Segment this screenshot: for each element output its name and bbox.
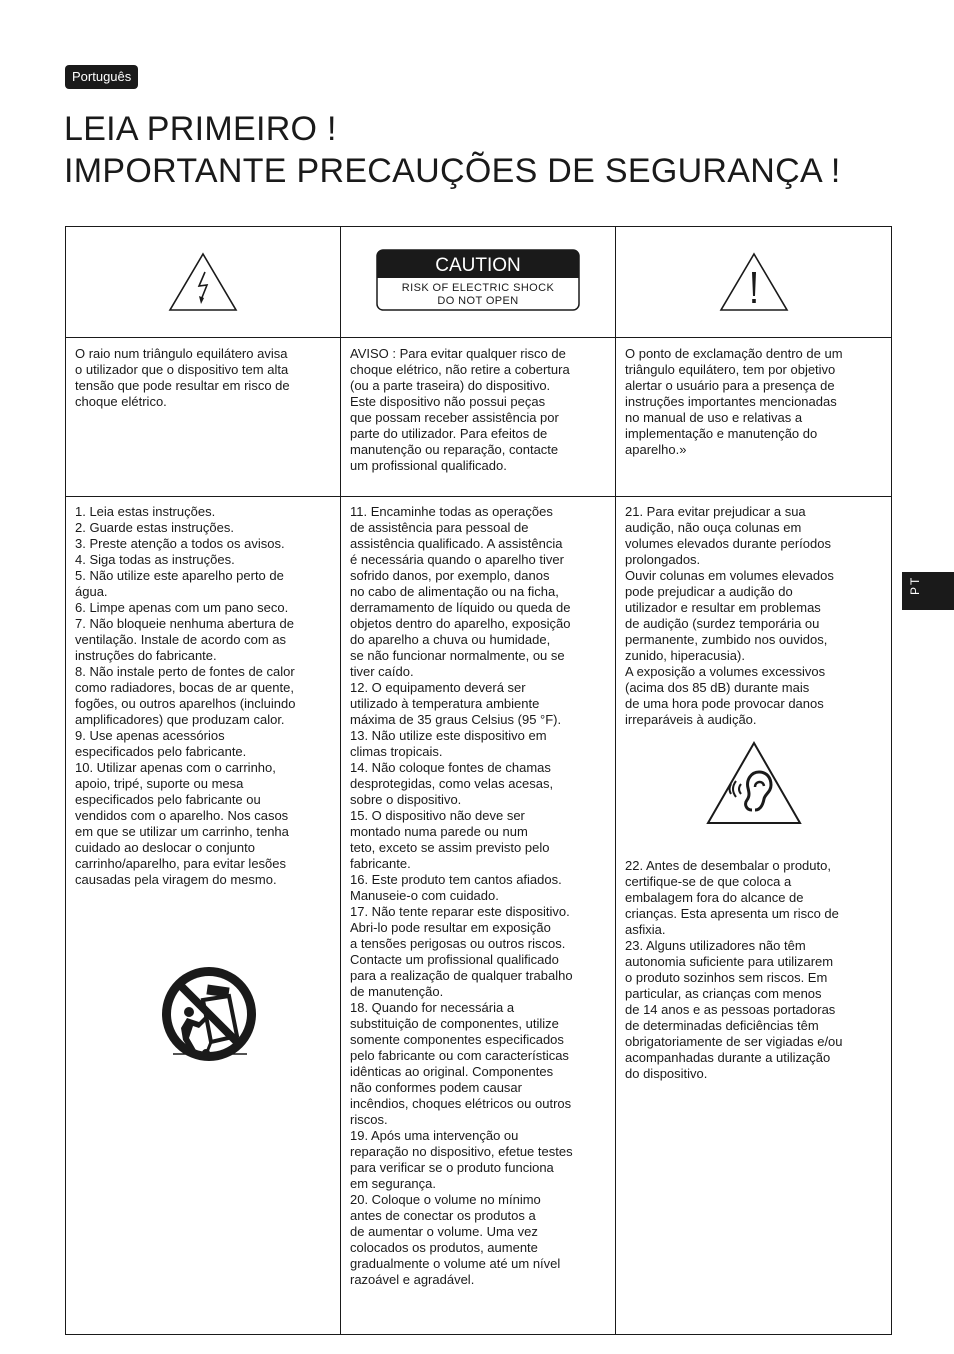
text-line: manutenção ou reparação, contacte	[350, 442, 559, 457]
text-line: especificados pelo fabricante.	[75, 744, 247, 759]
text-line: de uma hora pode provocar danos	[625, 696, 824, 711]
text-line: cuidado ao deslocar o conjunto	[75, 840, 255, 855]
exclamation-triangle-icon	[719, 252, 789, 312]
instructions-col3-part1	[625, 504, 883, 728]
text-line: amplificadores) que produzam calor.	[75, 712, 285, 727]
text-line: (ou a parte traseira) do dispositivo.	[350, 378, 551, 393]
text-line: 17. Não tente reparar este dispositivo.	[350, 904, 570, 919]
text-line: particular, as crianças com menos	[625, 986, 822, 1001]
text-line: se não funcionar normalmente, ou se	[350, 648, 565, 663]
text-line: 19. Após uma intervenção ou	[350, 1128, 519, 1143]
text-line: assistência qualificado. A assistência	[350, 536, 563, 551]
text-line: 6. Limpe apenas com um pano seco.	[75, 600, 289, 615]
instructions-col1	[66, 497, 341, 1335]
text-line: alertar o usuário para a presença de	[625, 378, 835, 393]
text-line: 11. Encaminhe todas as operações	[350, 504, 553, 519]
text-line: em segurança.	[350, 1176, 436, 1191]
text-line: especificados pelo fabricante ou	[75, 792, 261, 807]
text-line: razoável e agradável.	[350, 1272, 475, 1287]
text-line: AVISO : Para evitar qualquer risco de	[350, 346, 566, 361]
text-line: 2. Guarde estas instruções.	[75, 520, 234, 535]
text-line: utilizado à temperatura ambiente	[350, 696, 540, 711]
text-line: de assistência para pessoal de	[350, 520, 529, 535]
text-line: o utilizador que o dispositivo tem alta	[75, 362, 289, 377]
caution-heading: CAUTION	[435, 255, 521, 276]
text-line: 9. Use apenas acessórios	[75, 728, 225, 743]
text-line: sobre o dispositivo.	[350, 792, 462, 807]
text-line: derramamento de líquido ou queda de	[350, 600, 571, 615]
text-line: reparação no dispositivo, efetue testes	[350, 1144, 573, 1159]
text-line: pelo fabricante ou com características	[350, 1048, 569, 1063]
text-line: audição, não ouça colunas em	[625, 520, 802, 535]
text-line: crianças. Esta apresenta um risco de	[625, 906, 839, 921]
caution-line-1: RISK OF ELECTRIC SHOCK	[401, 282, 555, 294]
text-line: em que se utilizar um carrinho, tenha	[75, 824, 289, 839]
text-line: Ouvir colunas em volumes elevados	[625, 568, 834, 583]
language-badge: Português	[65, 65, 138, 89]
text-line: como radiadores, bocas de ar quente,	[75, 680, 294, 695]
text-line: a tensões perigosas ou outros riscos.	[350, 936, 566, 951]
text-line: obrigatoriamente de ser vigiadas e/ou	[625, 1034, 843, 1049]
text-line: o produto sozinhos sem riscos. Em	[625, 970, 828, 985]
language-side-tab	[902, 572, 954, 610]
text-line: 1. Leia estas instruções.	[75, 504, 216, 519]
text-line: 18. Quando for necessária a	[350, 1000, 515, 1015]
text-line: Contacte um profissional qualificado	[350, 952, 559, 967]
text-line: 20. Coloque o volume no mínimo	[350, 1192, 541, 1207]
text-line: não conformes podem causar	[350, 1080, 522, 1095]
text-line: colocados os produtos, aumente	[350, 1240, 538, 1255]
text-line: substituição de componentes, utilize	[350, 1016, 559, 1031]
text-line: fogões, ou outros aparelhos (incluindo	[75, 696, 296, 711]
description-col1	[66, 338, 341, 497]
text-line: desprotegidas, como velas acesas,	[350, 776, 554, 791]
text-line: aparelho.»	[625, 442, 687, 457]
text-line: para verificar se o produto funciona	[350, 1160, 554, 1175]
text-line: sofrido danos, por exemplo, danos	[350, 568, 550, 583]
text-line: certifique-se de que coloca a	[625, 874, 792, 889]
description-col3	[616, 338, 892, 497]
text-line: Este dispositivo não possui peças	[350, 394, 546, 409]
text-line: água.	[75, 584, 108, 599]
text-line: embalagem fora do alcance de	[625, 890, 804, 905]
text-line: antes de conectar os produtos a	[350, 1208, 536, 1223]
text-line: montado numa parede ou num	[350, 824, 528, 839]
text-line: utilizador e resultar em problemas	[625, 600, 821, 615]
text-line: O raio num triângulo equilátero avisa	[75, 346, 288, 361]
text-line: choque elétrico, não retire a cobertura	[350, 362, 570, 377]
text-line: 16. Este produto tem cantos afiados.	[350, 872, 562, 887]
safety-table	[65, 226, 892, 1335]
text-line: de aumentar o volume. Uma vez	[350, 1224, 538, 1239]
text-line: 4. Siga todas as instruções.	[75, 552, 235, 567]
text-line: climas tropicais.	[350, 744, 443, 759]
text-line: de 14 anos e as pessoas portadoras	[625, 1002, 836, 1017]
text-line: para a realização de qualquer trabalho	[350, 968, 573, 983]
text-line: Manuseie-o com cuidado.	[350, 888, 499, 903]
text-line: parte do utilizador. Para efeitos de	[350, 426, 548, 441]
text-line: 8. Não instale perto de fontes de calor	[75, 664, 295, 679]
text-line: (acima dos 85 dB) durante mais	[625, 680, 810, 695]
text-line: 7. Não bloqueie nenhuma abertura de	[75, 616, 294, 631]
text-line: causadas pela viragem do mesmo.	[75, 872, 277, 887]
title-line-2: IMPORTANTE PRECAUÇÕES DE SEGURANÇA !	[64, 152, 841, 190]
text-line: riscos.	[350, 1112, 388, 1127]
text-line: um profissional qualificado.	[350, 458, 507, 473]
text-line: asfixia.	[625, 922, 666, 937]
text-line: 15. O dispositivo não deve ser	[350, 808, 525, 823]
text-line: somente componentes especificados	[350, 1032, 564, 1047]
text-line: implementação e manutenção do	[625, 426, 818, 441]
text-line: Abri-lo pode resultar em exposição	[350, 920, 551, 935]
text-line: vendidos com o aparelho. Nos casos	[75, 808, 289, 823]
caution-cell	[341, 227, 616, 338]
text-line: apoio, tripé, suporte ou mesa	[75, 776, 244, 791]
text-line: de manutenção.	[350, 984, 444, 999]
text-line: 3. Preste atenção a todos os avisos.	[75, 536, 285, 551]
text-line: máxima de 35 graus Celsius (95 °F).	[350, 712, 562, 727]
text-line: 22. Antes de desembalar o produto,	[625, 858, 831, 873]
exclamation-cell	[616, 227, 892, 338]
text-line: do dispositivo.	[625, 1066, 708, 1081]
text-line: acompanhadas durante a utilização	[625, 1050, 831, 1065]
text-line: 14. Não coloque fontes de chamas	[350, 760, 551, 775]
text-line: choque elétrico.	[75, 394, 167, 409]
text-line: tiver caído.	[350, 664, 414, 679]
text-line: volumes elevados durante períodos	[625, 536, 831, 551]
text-line: pode prejudicar a audição do	[625, 584, 793, 599]
text-line: 12. O equipamento deverá ser	[350, 680, 526, 695]
text-line: 13. Não utilize este dispositivo em	[350, 728, 547, 743]
text-line: objetos dentro do aparelho, exposição	[350, 616, 571, 631]
text-line: é necessária quando o aparelho tiver	[350, 552, 564, 567]
text-line: 21. Para evitar prejudicar a sua	[625, 504, 806, 519]
text-line: zunido, hiperacusia).	[625, 648, 745, 663]
lightning-triangle-icon	[168, 252, 238, 312]
text-line: incêndios, choques elétricos ou outros	[350, 1096, 572, 1111]
text-line: tensão que pode resultar em risco de	[75, 378, 290, 393]
text-line: A exposição a volumes excessivos	[625, 664, 826, 679]
text-line: O ponto de exclamação dentro de um	[625, 346, 843, 361]
text-line: triângulo equilátero, tem por objetivo	[625, 362, 836, 377]
text-line: de audição (surdez temporária ou	[625, 616, 820, 631]
text-line: prolongados.	[625, 552, 701, 567]
language-side-tab-label: PT	[908, 575, 922, 595]
text-line: instruções do fabricante.	[75, 648, 217, 663]
instructions-col1-text	[75, 504, 332, 888]
description-row	[66, 338, 892, 497]
text-line: fabricante.	[350, 856, 411, 871]
cart-tip-over-warning-icon	[159, 966, 259, 1066]
text-line: irreparáveis à audição.	[625, 712, 757, 727]
lightning-cell	[66, 227, 341, 338]
icon-row	[66, 227, 892, 338]
text-line: gradualmente o volume até um nível	[350, 1256, 561, 1271]
text-line: carrinho/aparelho, para evitar lesões	[75, 856, 287, 871]
caution-label-icon	[376, 249, 580, 311]
text-line: de determinadas deficiências têm	[625, 1018, 819, 1033]
text-line: 23. Alguns utilizadores não têm	[625, 938, 806, 953]
hearing-warning-icon	[705, 740, 803, 826]
text-line: 10. Utilizar apenas com o carrinho,	[75, 760, 276, 775]
text-line: no cabo de alimentação ou na ficha,	[350, 584, 559, 599]
instructions-col2	[341, 497, 616, 1335]
instructions-row	[66, 497, 892, 1335]
instructions-col3	[616, 497, 892, 1335]
title-line-1: LEIA PRIMEIRO !	[64, 110, 337, 148]
caution-line-2: DO NOT OPEN	[437, 295, 519, 307]
text-line: que possam receber assistência por	[350, 410, 559, 425]
instructions-col3-part2	[625, 858, 883, 1082]
text-line: autonomia suficiente para utilizarem	[625, 954, 834, 969]
text-line: 5. Não utilize este aparelho perto de	[75, 568, 284, 583]
text-line: permanente, zumbido nos ouvidos,	[625, 632, 828, 647]
text-line: do aparelho a chuva ou humidade,	[350, 632, 551, 647]
text-line: ventilação. Instale de acordo com as	[75, 632, 287, 647]
text-line: no manual de uso e relativas a	[625, 410, 803, 425]
text-line: instruções importantes mencionadas	[625, 394, 837, 409]
description-col2	[341, 338, 616, 497]
text-line: idênticas ao original. Componentes	[350, 1064, 554, 1079]
text-line: teto, exceto se assim previsto pelo	[350, 840, 550, 855]
page-title	[64, 108, 841, 192]
